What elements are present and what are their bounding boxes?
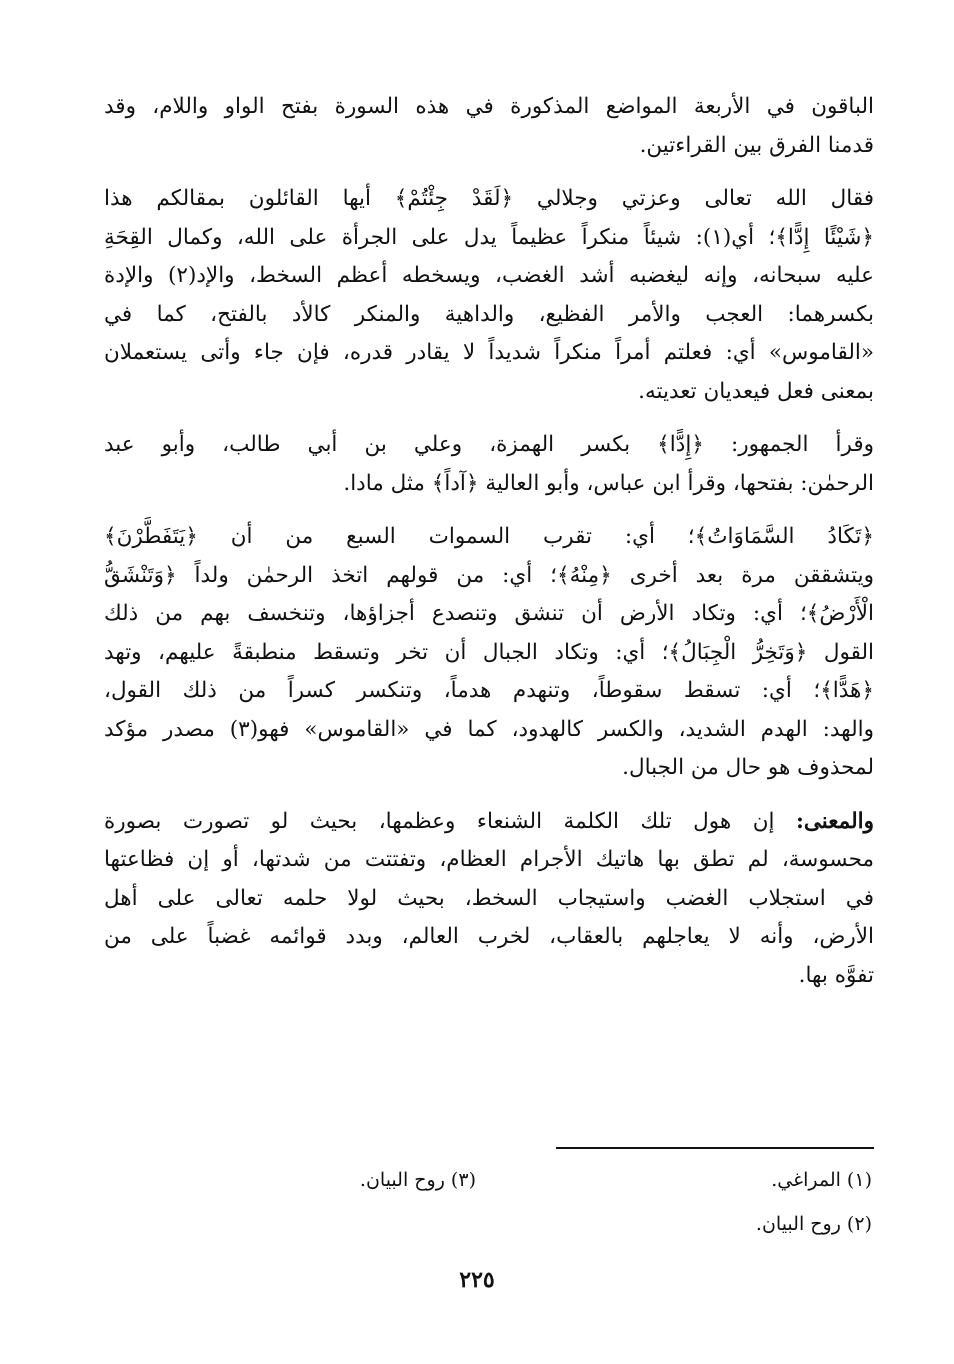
text-line: عليه سبحانه، وإنه ليغضبه أشد الغضب، ويسخطه أعظم السخط، والإد(٢) والإدة [104,263,874,288]
paragraph-2 [104,180,874,411]
text-line: بمعنى فعل فيعديان تعديته. [638,378,874,404]
text-line: القول ﴿وَتَخِرُّ الْجِبَالُ﴾؛ أي: وتكاد الجبال أن تخر وتسقط منطبقةً عليهم، وتهد [104,639,874,665]
text-line: ﴿هَدًّا﴾؛ أي: تسقط سقوطاً، وتنهدم هدماً، وتنكسر كسراً من ذلك القول، [104,678,874,703]
paragraph-5 [104,803,874,996]
page-number: ٢٢٥ [459,1267,495,1293]
text-line: لمحذوف هو حال من الجبال. [622,755,874,780]
text-line: ويتشققن مرة بعد أخرى ﴿مِنْهُ﴾؛ أي: من قولهم اتخذ الرحمٰن ولداً ﴿وَتَنْشَقُّ [104,562,874,588]
text-line: وقرأ الجمهور: ﴿إِدًّا﴾ بكسر الهمزة، وعلي بن أبي طالب، وأبو عبد [104,432,874,457]
lead-term: والمعنى: [795,808,874,834]
text-line: ﴿شَيْئًا إِدًّا﴾؛ أي(١): شيئاً منكراً عظيماً يدل على الجرأة على الله، وكمال القِحَةِ [104,224,875,250]
text-line: قدمنا الفرق بين القراءتين. [639,132,874,158]
paragraph-4 [104,518,874,788]
footnote-2: (٢) روح البيان. [755,1213,872,1235]
text-line: الباقون في الأربعة المواضع المذكورة في هذه السورة بفتح الواو واللام، وقد [104,94,874,119]
text-line: فقال الله تعالى وعزتي وجلالي ﴿لَقَدْ جِئْتُمْ﴾ أيها القائلون بمقالكم هذا [104,186,874,211]
text-line: الأرض، وأنه لا يعاجلهم بالعقاب، لخرب العالم، وبدد قوائمه غضباً على من [104,924,874,949]
text-line: الْأَرْضُ﴾؛ أي: وتكاد الأرض أن تنشق وتنصدع أجزاؤها، وتنخسف بهم من ذلك [104,601,874,626]
text-line: والهد: الهدم الشديد، والكسر كالهدود، كما في «القاموس» فهو(٣) مصدر مؤكد [104,716,874,742]
paragraph-3 [104,426,874,503]
text-line: بكسرهما: العجب والأمر الفظيع، والداهية والمنكر كالأد بالفتح، كما في [104,301,874,327]
footnote-3: (٣) روح البيان. [359,1169,476,1191]
main-text [104,88,874,995]
text-line-rest: إن هول تلك الكلمة الشنعاء وعظمها، بحيث لو تصورت بصورة [104,808,796,834]
text-line [104,803,874,842]
paragraph-1 [104,88,874,165]
text-line: الرحمٰن: بفتحها، وقرأ ابن عباس، وأبو العالية ﴿آداً﴾ مثل مادا. [343,470,874,496]
text-line: ﴿تَكَادُ السَّمَاوَاتُ﴾؛ أي: تقرب السموات السبع من أن ﴿يَتَفَطَّرْنَ﴾ [104,524,874,549]
text-line: محسوسة، لم تطق بها هاتيك الأجرام العظام، وتفتتت من شدتها، أو إن فظاعتها [104,847,874,872]
text-line: تفوَّه بها. [798,962,874,988]
text-line: «القاموس» أي: فعلتم أمراً منكراً شديداً لا يقادر قدره، فإن جاء وأتى يستعملان [104,340,874,365]
text-line: في استجلاب الغضب واستيجاب السخط، بحيث لولا حلمه تعالى على أهل [104,885,874,911]
footnote-separator [556,1147,874,1149]
footnote-1: (١) المراغي. [771,1169,872,1191]
